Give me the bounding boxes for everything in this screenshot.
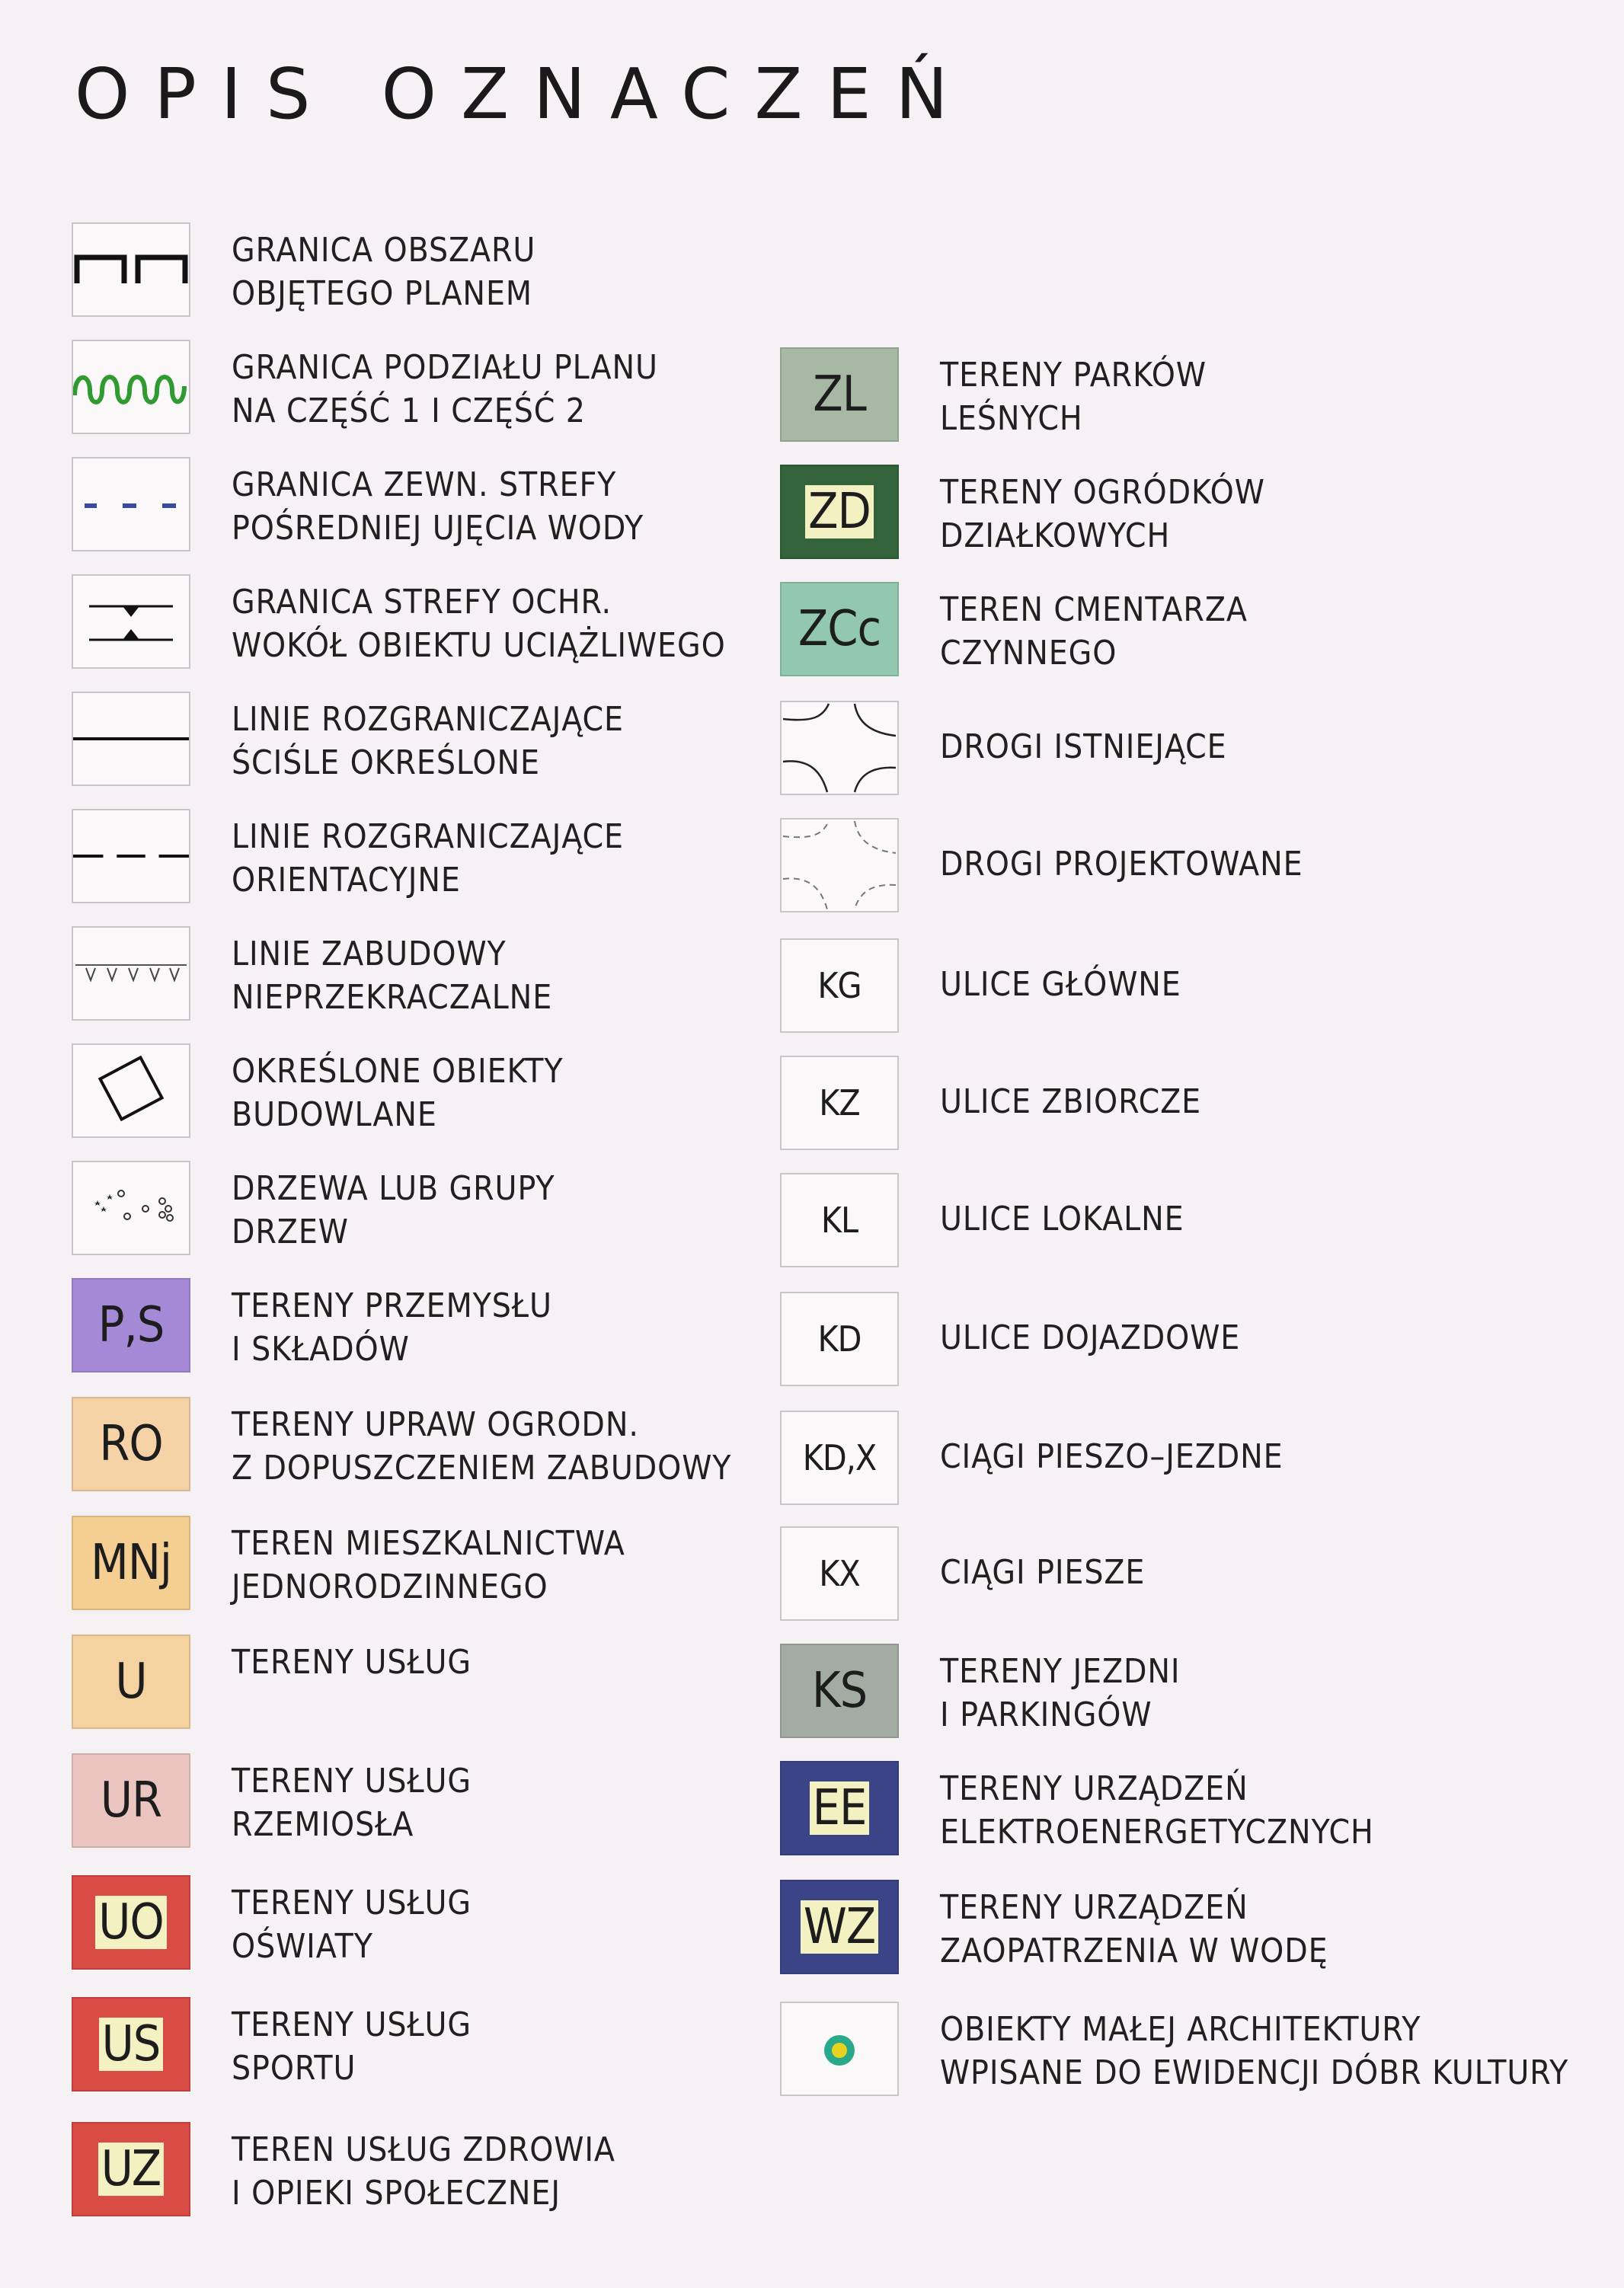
legend-label-line: ULICE DOJAZDOWE xyxy=(940,1318,1241,1357)
legend-label-line: TERENY USŁUG xyxy=(232,1884,472,1922)
ro-swatch xyxy=(72,1397,190,1491)
zone-code: KL xyxy=(820,1200,858,1241)
zone-code: KD,X xyxy=(802,1437,877,1478)
solid-line-icon xyxy=(72,692,190,786)
legend-label-line: TERENY JEZDNI xyxy=(940,1652,1181,1691)
legend-label-line: TERENY OGRÓDKÓW xyxy=(940,473,1265,512)
zone-code: US xyxy=(99,2018,164,2071)
page-title: OPIS OZNACZEŃ xyxy=(75,53,973,135)
legend-label-line: TERENY URZĄDZEŃ xyxy=(940,1888,1248,1927)
uo-swatch xyxy=(72,1875,190,1970)
legend-label-line: TERENY PRZEMYSŁU xyxy=(232,1286,552,1325)
legend-label-line: LINIE ROZGRANICZAJĄCE xyxy=(232,700,624,739)
legend-label-line: DROGI ISTNIEJĄCE xyxy=(940,727,1227,766)
zone-code: EE xyxy=(810,1782,870,1835)
zone-code: ZD xyxy=(805,485,874,538)
ps-swatch xyxy=(72,1278,190,1372)
legend-label-line: CIĄGI PIESZO–JEZDNE xyxy=(940,1437,1284,1476)
zl-swatch xyxy=(780,347,899,442)
legend-label-line: WOKÓŁ OBIEKTU UCIĄŻLIWEGO xyxy=(232,626,726,665)
legend-label-line: I OPIEKI SPOŁECZNEJ xyxy=(232,2174,561,2213)
kl-swatch xyxy=(780,1173,899,1267)
legend-label-line: OBIEKTY MAŁEJ ARCHITEKTURY xyxy=(940,2010,1421,2049)
legend-label-line: WPISANE DO EWIDENCJI DÓBR KULTURY xyxy=(940,2053,1569,2092)
zone-code: ZCc xyxy=(798,601,881,657)
legend-label-line: OŚWIATY xyxy=(232,1927,373,1966)
us-swatch xyxy=(72,1997,190,2091)
zone-code: UR xyxy=(100,1772,162,1829)
trees-icon xyxy=(72,1161,190,1255)
legend-label-line: LEŚNYCH xyxy=(940,399,1083,438)
protection-zone-boundary-icon xyxy=(72,574,190,669)
legend-label-line: TERENY PARKÓW xyxy=(940,356,1207,395)
legend-label-line: TEREN USŁUG ZDROWIA xyxy=(232,2130,615,2169)
legend-label-line: I SKŁADÓW xyxy=(232,1330,410,1369)
plan-division-boundary-icon xyxy=(72,340,190,434)
zone-code: RO xyxy=(99,1416,163,1472)
legend-label-line: TEREN CMENTARZA xyxy=(940,590,1248,629)
legend-label-line: TERENY USŁUG xyxy=(232,1643,472,1682)
legend-label-line: TERENY UPRAW OGRODN. xyxy=(232,1405,639,1444)
legend-label-line: ULICE LOKALNE xyxy=(940,1200,1184,1238)
legend-label-line: ŚCIŚLE OKREŚLONE xyxy=(232,743,540,782)
legend-label-line: Z DOPUSZCZENIEM ZABUDOWY xyxy=(232,1449,732,1488)
legend-label-line: DRZEW xyxy=(232,1213,349,1251)
kz-swatch xyxy=(780,1056,899,1150)
legend-label-line: DRZEWA LUB GRUPY xyxy=(232,1169,555,1208)
building-object-icon xyxy=(72,1043,190,1138)
legend-label-line: NIEPRZEKRACZALNE xyxy=(232,978,553,1017)
legend-label-line: CIĄGI PIESZE xyxy=(940,1553,1146,1592)
kg-swatch xyxy=(780,938,899,1033)
legend-label-line: BUDOWLANE xyxy=(232,1095,437,1134)
legend-label-line: RZEMIOSŁA xyxy=(232,1805,414,1844)
zone-code: KD xyxy=(817,1318,862,1360)
kdx-swatch xyxy=(780,1411,899,1505)
legend-label-line: GRANICA STREFY OCHR. xyxy=(232,583,612,622)
zone-code: MNj xyxy=(91,1535,171,1591)
ks-swatch xyxy=(780,1644,899,1738)
monument-icon xyxy=(780,2002,899,2096)
zone-code: KZ xyxy=(819,1082,860,1123)
mnj-swatch xyxy=(72,1516,190,1610)
legend-label-line: TERENY URZĄDZEŃ xyxy=(940,1769,1248,1808)
legend-label-line: NA CZĘŚĆ 1 I CZĘŚĆ 2 xyxy=(232,391,586,430)
zone-code: KS xyxy=(811,1663,868,1719)
zone-code: UO xyxy=(95,1896,166,1949)
legend-label-line: TERENY USŁUG xyxy=(232,1762,472,1801)
kd-swatch xyxy=(780,1292,899,1386)
zone-code: UZ xyxy=(98,2143,164,2196)
legend-label-line: POŚREDNIEJ UJĘCIA WODY xyxy=(232,509,644,548)
legend-label-line: I PARKINGÓW xyxy=(940,1695,1152,1734)
legend-label-line: ORIENTACYJNE xyxy=(232,861,461,900)
legend-label-line: GRANICA ZEWN. STREFY xyxy=(232,465,617,504)
legend-label-line: DZIAŁKOWYCH xyxy=(940,516,1171,555)
legend-label-line: SPORTU xyxy=(232,2049,356,2088)
zone-code: U xyxy=(115,1654,147,1710)
legend-label-line: GRANICA PODZIAŁU PLANU xyxy=(232,348,658,387)
legend-label-line: TEREN MIESZKALNICTWA xyxy=(232,1524,625,1563)
legend-label-line: DROGI PROJEKTOWANE xyxy=(940,845,1303,884)
zone-code: WZ xyxy=(801,1900,878,1954)
ur-swatch xyxy=(72,1753,190,1848)
ee-swatch xyxy=(780,1761,899,1855)
zone-code: KG xyxy=(817,965,862,1006)
legend-label-line: GRANICA OBSZARU xyxy=(232,231,536,270)
wz-swatch xyxy=(780,1880,899,1974)
kx-swatch xyxy=(780,1526,899,1621)
zone-code: ZL xyxy=(813,366,866,423)
dashed-line-icon xyxy=(72,809,190,903)
building-line-icon xyxy=(72,926,190,1021)
legend-label-line: ELEKTROENERGETYCZNYCH xyxy=(940,1813,1374,1852)
legend-label-line: TERENY USŁUG xyxy=(232,2005,472,2044)
zd-swatch xyxy=(780,465,899,559)
water-zone-boundary-icon xyxy=(72,457,190,551)
legend-label-line: LINIE ZABUDOWY xyxy=(232,935,507,973)
legend-label-line: ULICE GŁÓWNE xyxy=(940,965,1181,1004)
legend-label-line: OKREŚLONE OBIEKTY xyxy=(232,1052,564,1091)
planned-roads-icon xyxy=(780,818,899,912)
legend-label-line: JEDNORODZINNEGO xyxy=(232,1567,548,1606)
uz-swatch xyxy=(72,2122,190,2216)
zone-code: P,S xyxy=(98,1297,165,1353)
legend-label-line: ZAOPATRZENIA W WODĘ xyxy=(940,1932,1328,1970)
existing-roads-icon xyxy=(780,701,899,795)
legend-label-line: ULICE ZBIORCZE xyxy=(940,1082,1202,1121)
u-swatch xyxy=(72,1635,190,1729)
legend-label-line: CZYNNEGO xyxy=(940,634,1117,673)
zcc-swatch xyxy=(780,582,899,676)
legend-label-line: LINIE ROZGRANICZAJĄCE xyxy=(232,817,624,856)
plan-boundary-icon xyxy=(72,222,190,317)
zone-code: KX xyxy=(819,1553,860,1594)
legend-label-line: OBJĘTEGO PLANEM xyxy=(232,274,532,313)
